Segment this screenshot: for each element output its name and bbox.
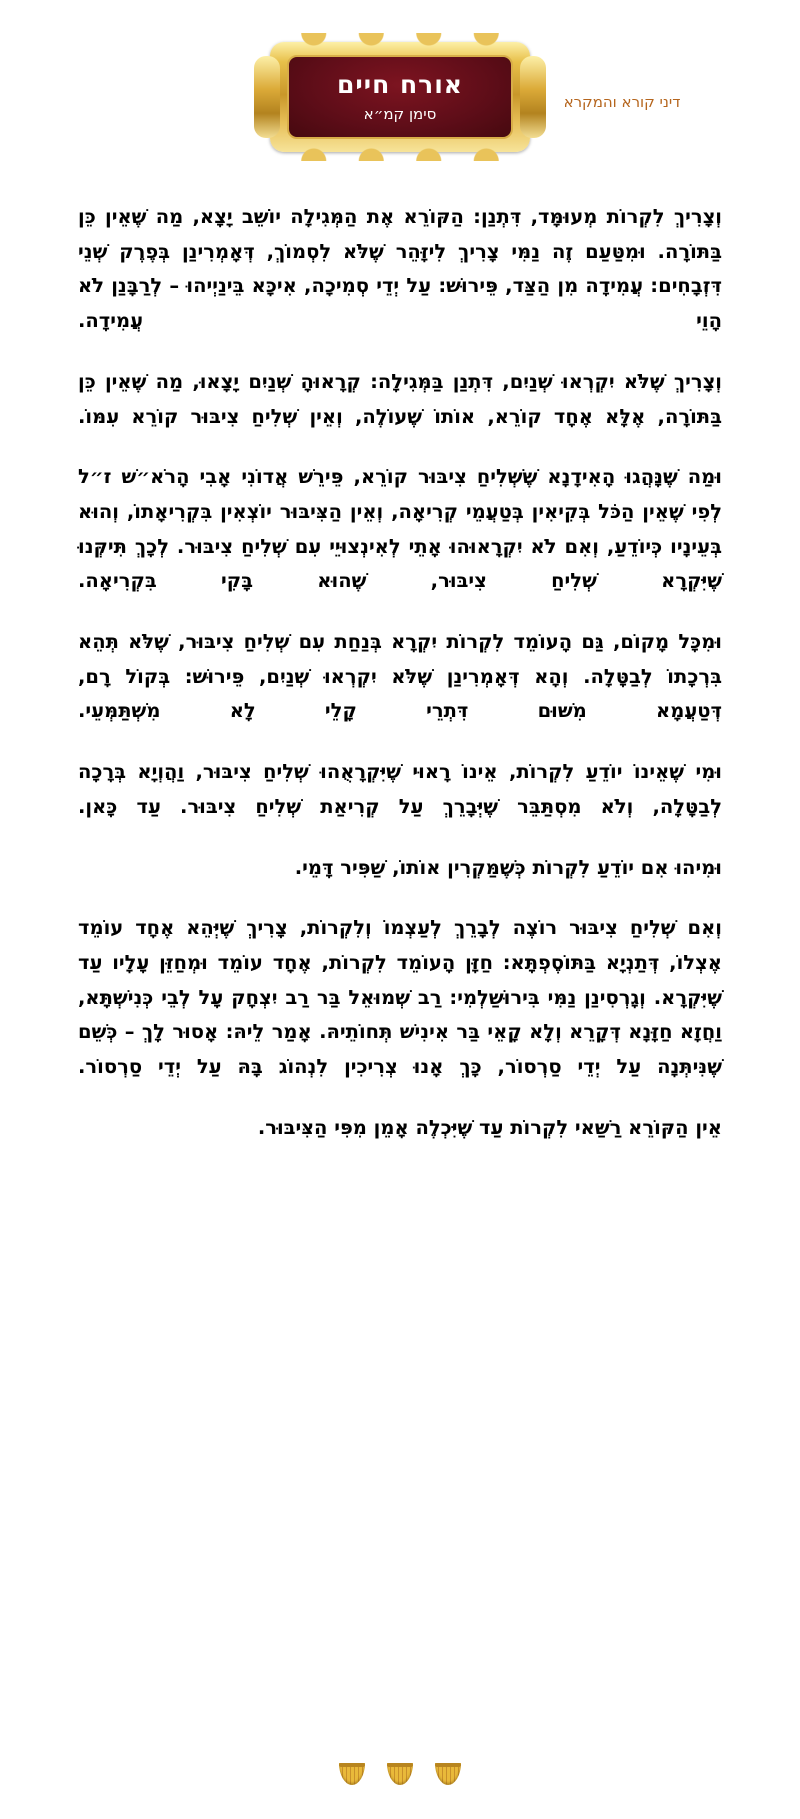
- chapter-banner: [270, 42, 530, 152]
- banner-plate: [287, 55, 513, 139]
- body-paragraph: וְאִם שְׁלִיחַ צִיבּוּר רוֹצֶה לְבָרֵךְ לְעַצְמוֹ וְלִקְרוֹת, צָרִיךְ שֶׁיְּהֵא אֶחָד עוֹמֵד אֶצְלוֹ, דְּתַנְיָא בַּתּוֹסֶפְתָּא: חַזָּן הָעוֹמֵד לִקְרוֹת, אֶחָד עוֹמֵד וּמְחַזֵּן עָלָיו עַד שֶׁיִּקְרָא. וְגָרְסִינַן נַמִּי בִּירוּשַׁלְמִי: רַב שְׁמוּאֵל בַּר רַב יִצְחָק עָל לְבֵי כְּנִישְׁתָּא, וַחֲזָא חַזָּנָא דְּקָרֵא וְלָא קָאֵי בַּר אִינִישׁ תְּחוֹתֵיהּ. אָמַר לֵיהּ: אָסוּר לָךְ – כְּשֵׁם שֶׁנִּיתְּנָה עַל יְדֵי סַרְסוֹר, כָּךְ אָנוּ צְרִיכִין לִנְהוֹג בָּהּ עַל יְדֵי סַרְסוֹר.: [78, 916, 722, 1079]
- shell-icon: [435, 1763, 461, 1785]
- body-paragraph: וְצָרִיךְ לִקְרוֹת מְעוּמָּד, דִּתְנַן: הַקּוֹרֵא אֶת הַמְּגִילָה יוֹשֵׁב יָצָא, מַה שֶּׁאֵין כֵּן בַּתּוֹרָה. וּמִטַּעַם זֶה נַמִּי צָרִיךְ לִיזָּהֵר שֶׁלֹּא לִסְמוֹךְ, דְּאָמְרִינַן בְּפֶרֶק שְׁנֵי דִּזְבָחִים: עֲמִידָה מִן הַצַּד, פֵּירוּשׁ: עַל יְדֵי סְמִיכָה, אִיכָּא בֵּינַיְיהוּ – לְרַבָּנַן לֹא הָוֵי עֲמִידָה.: [78, 205, 722, 333]
- shell-icon: [339, 1763, 365, 1785]
- banner-subtitle: סימן קמ״א: [363, 104, 437, 123]
- banner-scallop-bottom-icon: [285, 145, 515, 161]
- body-paragraph: וְצָרִיךְ שֶׁלֹּא יִקְרְאוּ שְׁנַיִם, דִּתְנַן בַּמְּגִילָה: קְרָאוּהָ שְׁנַיִם יָצָאוּ, מַה שֶּׁאֵין כֵּן בַּתּוֹרָה, אֶלָּא אֶחָד קוֹרֵא, אוֹתוֹ שֶׁעוֹלֶה, וְאֵין שְׁלִיחַ צִיבּוּר קוֹרֵא עִמּוֹ.: [78, 369, 722, 428]
- page-header: [0, 0, 800, 170]
- body-paragraph: וּמִי שֶׁאֵינוֹ יוֹדֵעַ לִקְרוֹת, אֵינוֹ רָאוּי שֶׁיִּקְרָאֻהוּ שְׁלִיחַ צִיבּוּר, וַהֲוְיָא בְּרָכָה לְבַטָּלָה, וְלֹא מִסְתַּבֵּר שֶׁיְּבָרֵךְ עַל קְרִיאַת שְׁלִיחַ צִיבּוּר. עַד כָּאן.: [78, 760, 722, 818]
- body-paragraph: וּמִיהוּ אִם יוֹדֵעַ לִקְרוֹת כְּשֶׁמַּקְרִין אוֹתוֹ, שַׁפִּיר דָּמֵי.: [294, 855, 722, 879]
- body-paragraph: אֵין הַקּוֹרֵא רַשַּׁאי לִקְרוֹת עַד שֶׁיִּכְלֶה אָמֵן מִפִּי הַצִּיבּוּר.: [257, 1115, 722, 1139]
- body-paragraph: וּמַה שֶּׁנָּהֲגוּ הָאִידָנָא שֶׁשְּׁלִיחַ צִיבּוּר קוֹרֵא, פֵּירֵשׁ אֲדוֹנִי אָבִי הָרֹא״שׁ ז״ל לְפִי שֶׁאֵין הַכֹּל בְּקִיאִין בְּטַעֲמֵי קְרִיאָה, וְאֵין הַצִּיבּוּר יוֹצְאִין בִּקְרִיאָתוֹ, וְהוּא בְּעֵינָיו כְּיוֹדֵעַ, וְאִם לֹא יִקְרָאוּהוּ אָתֵי לְאִינְצוּיֵי עִם שְׁלִיחַ צִיבּוּר. לְכָךְ תִּיקְּנוּ שֶׁיִּקְרָא שְׁלִיחַ צִיבּוּר, שֶׁהוּא בָּקִי בִּקְרִיאָה.: [78, 465, 722, 593]
- banner-scallop-top-icon: [285, 33, 515, 49]
- shell-icon: [387, 1763, 413, 1785]
- document-body: [0, 170, 800, 1191]
- body-paragraph: וּמִכָּל מָקוֹם, גַּם הָעוֹמֵד לִקְרוֹת יִקְרָא בְּנַחַת עִם שְׁלִיחַ צִיבּוּר, שֶׁלֹּא תְּהֵא בִּרְכָתוֹ לְבַטָּלָה. וְהָא דְּאָמְרִינַן שֶׁלֹּא יִקְרְאוּ שְׁנַיִם, פֵּירוּשׁ: בְּקוֹל רָם, דְּטַעֲמָא מִשּׁוּם דִּתְרֵי קָלֵי לָא מִשְׁתַּמְּעֵי.: [78, 630, 722, 723]
- side-note-topic: דיני קורא והמקרא: [563, 93, 681, 111]
- footer-ornament: [0, 1763, 800, 1785]
- banner-title: אורח חיים: [336, 70, 464, 100]
